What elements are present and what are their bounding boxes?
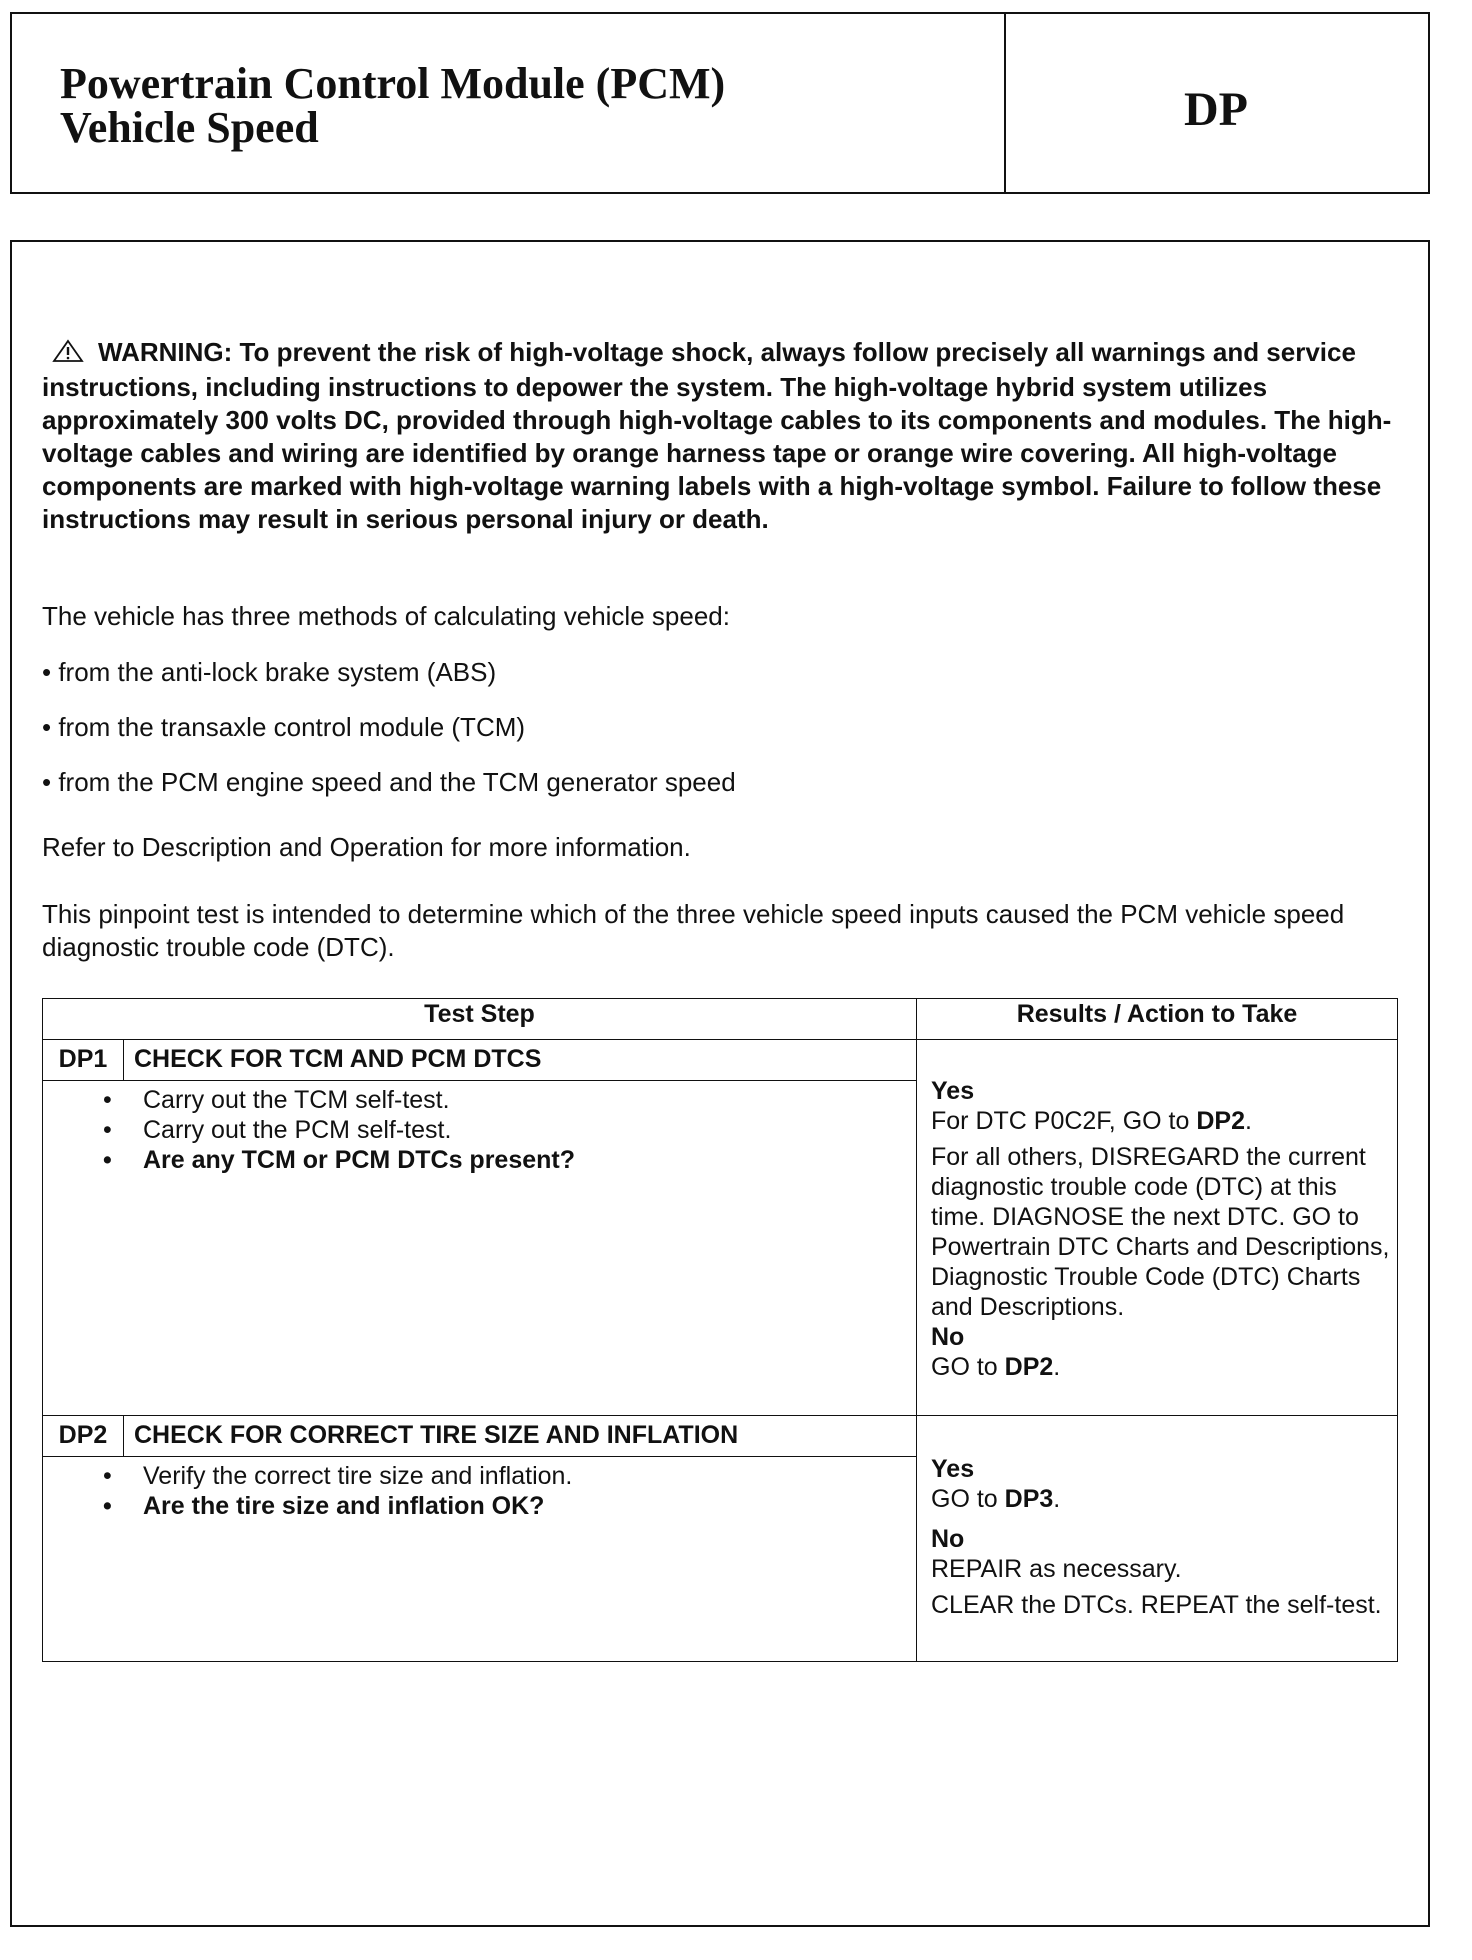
no-text: REPAIR as necessary.: [931, 1555, 1182, 1583]
header-results: Results / Action to Take: [917, 999, 1398, 1040]
no-label: No: [931, 1323, 965, 1351]
step-id: DP1: [43, 1040, 124, 1081]
yes-label: Yes: [931, 1455, 975, 1483]
yes-target: DP3: [1004, 1485, 1054, 1513]
method-item: • from the PCM engine speed and the TCM generator speed: [42, 767, 736, 797]
yes-extra: For all others, DISREGARD the current diagnostic trouble code (DTC) at this time. DIAGNOSE the next DTC. GO to Powertrain DTC Charts and Descriptions, Diagnostic Trouble Code (DTC) Charts and Descriptions.: [931, 1143, 1390, 1321]
step-title: CHECK FOR TCM AND PCM DTCS: [124, 1040, 917, 1081]
page-title: [60, 59, 726, 152]
pinpoint-test-table: [42, 998, 1398, 1662]
intro-text: The vehicle has three methods of calculating vehicle speed:: [42, 601, 730, 631]
step-item: • Verify the correct tire size and inflation.: [143, 1461, 916, 1491]
method-item: • from the anti-lock brake system (ABS): [42, 657, 497, 687]
step-results: [917, 1416, 1398, 1662]
section-code: DP: [1184, 83, 1248, 136]
step-question: • Are the tire size and inflation OK?: [143, 1491, 916, 1521]
title-line-2: Vehicle Speed: [60, 103, 319, 152]
step-question: • Are any TCM or PCM DTCs present?: [143, 1145, 916, 1175]
no-target: DP2: [1004, 1353, 1054, 1381]
step-results: [917, 1040, 1398, 1416]
table-row: [43, 1040, 1398, 1081]
refer-text: Refer to Description and Operation for more information.: [42, 832, 691, 862]
yes-action: GO to DP3.: [931, 1485, 1061, 1513]
table-row: [43, 1416, 1398, 1457]
step-item: • Carry out the PCM self-test.: [143, 1115, 916, 1145]
yes-text: For DTC P0C2F, GO to: [931, 1107, 1190, 1135]
no-label: No: [931, 1525, 965, 1553]
step-item: • Carry out the TCM self-test.: [143, 1085, 916, 1115]
yes-action: For DTC P0C2F, GO to DP2.: [931, 1107, 1252, 1135]
warning-text: WARNING: To prevent the risk of high-voltage shock, always follow precisely all warnings and service instructions, including instructions to depower the system. The high-voltage hybrid system utilizes approximately 300 volts DC, provided through high-voltage cables to its components and modules. The high-voltage cables and wiring are identified by orange harness tape or orange wire covering. All high-voltage components are marked with high-voltage warning labels with a high-voltage symbol. Failure to follow these instructions may result in serious personal injury or death.: [42, 337, 1392, 534]
table-header-row: [43, 999, 1398, 1040]
no-extra: CLEAR the DTCs. REPEAT the self-test.: [931, 1591, 1382, 1619]
header-test-step: Test Step: [43, 999, 917, 1040]
warning-paragraph: [42, 336, 1402, 536]
step-actions: [43, 1457, 917, 1662]
yes-label: Yes: [931, 1077, 975, 1105]
method-text: from the PCM engine speed and the TCM generator speed: [58, 767, 736, 797]
header-box: [10, 12, 1430, 194]
no-text: GO to: [931, 1353, 998, 1381]
method-item: • from the transaxle control module (TCM): [42, 712, 526, 742]
no-action: GO to DP2.: [931, 1353, 1061, 1381]
step-id: DP2: [43, 1416, 124, 1457]
warning-triangle-icon: [52, 338, 84, 371]
yes-text: GO to: [931, 1485, 998, 1513]
title-line-1: Powertrain Control Module (PCM): [60, 59, 726, 108]
step-actions: [43, 1081, 917, 1416]
purpose-text: This pinpoint test is intended to determine which of the three vehicle speed inputs caused the PCM vehicle speed diagnostic trouble code (DTC).: [42, 899, 1345, 962]
method-text: from the transaxle control module (TCM): [58, 712, 526, 742]
method-text: from the anti-lock brake system (ABS): [58, 657, 497, 687]
step-title: CHECK FOR CORRECT TIRE SIZE AND INFLATION: [124, 1416, 917, 1457]
yes-target: DP2: [1196, 1107, 1245, 1135]
